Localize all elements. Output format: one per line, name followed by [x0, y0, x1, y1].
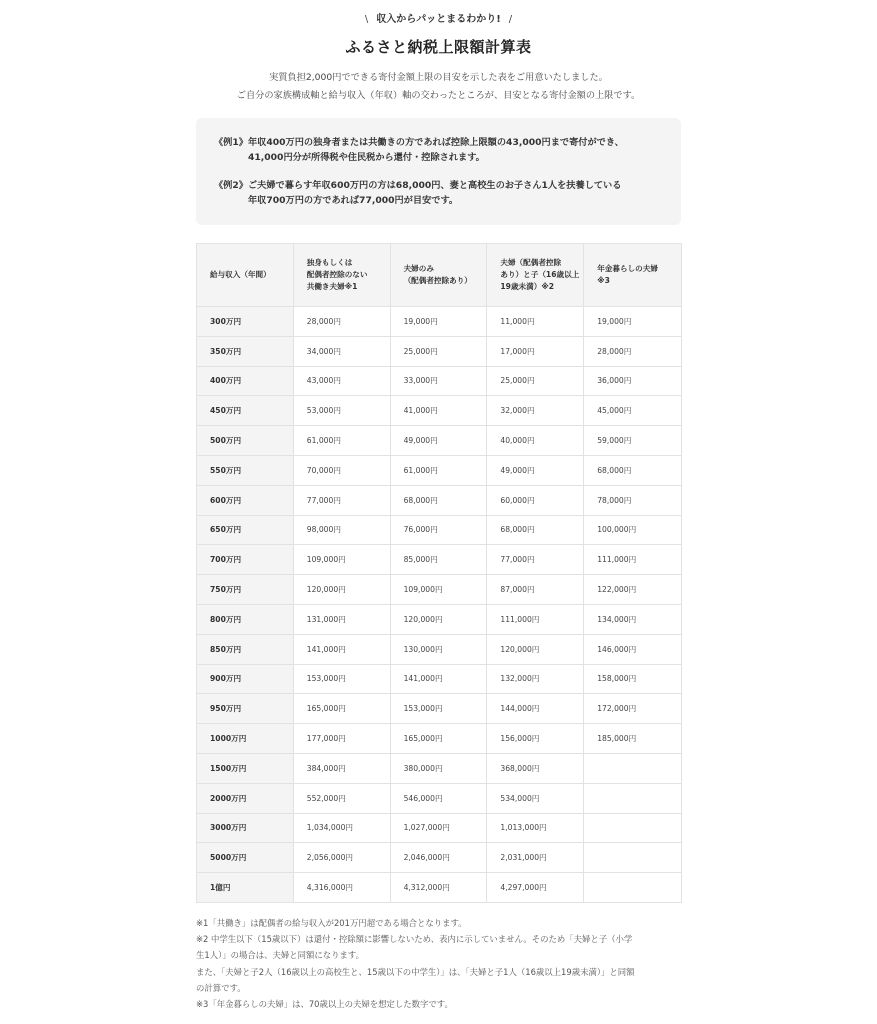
intro-line: 実質負担2,000円でできる寄付金額上限の目安を示した表をご用意いたしました。: [269, 72, 608, 83]
example-1: [214, 135, 681, 165]
limit-cell: 98,000円: [293, 515, 390, 545]
footnote-line: ※3「年金暮らしの夫婦」は、70歳以上の夫婦を想定した数字です。: [196, 999, 453, 1010]
income-cell: 500万円: [197, 426, 294, 456]
table-row: [197, 366, 682, 396]
footnote-line: ※2 中学生以下（15歳以下）は還付・控除額に影響しないため、表内に示していません。そのため「夫婦と子（小学: [196, 934, 633, 945]
intro-line: ご自分の家族構成軸と給与収入（年収）軸の交わったところが、目安となる寄付金額の上限です。: [236, 90, 641, 101]
column-header-line: 年金暮らしの夫婦: [597, 264, 658, 273]
limit-cell: 4,312,000円: [390, 873, 487, 903]
limit-cell: 185,000円: [584, 724, 682, 754]
limit-cell: [584, 783, 682, 813]
limit-cell: 19,000円: [390, 307, 487, 337]
column-header: [487, 244, 584, 307]
example-2: [214, 178, 681, 208]
income-cell: 900万円: [197, 664, 294, 694]
limit-cell: 158,000円: [584, 664, 682, 694]
limit-cell: [584, 753, 682, 783]
table-row: [197, 545, 682, 575]
limit-cell: 40,000円: [487, 426, 584, 456]
income-cell: 700万円: [197, 545, 294, 575]
limit-cell: 546,000円: [390, 783, 487, 813]
limit-cell: 131,000円: [293, 604, 390, 634]
income-cell: 1000万円: [197, 724, 294, 754]
page-title: ふるさと納税上限額計算表: [345, 38, 532, 56]
footnote-line: ※1「共働き」は配偶者の給与収入が201万円超である場合となります。: [196, 918, 467, 928]
income-cell: 950万円: [197, 694, 294, 724]
table-row: [197, 485, 682, 515]
limit-cell: 49,000円: [487, 455, 584, 485]
limit-cell: 552,000円: [293, 783, 390, 813]
limit-cell: 368,000円: [487, 753, 584, 783]
limit-cell: 28,000円: [293, 307, 390, 337]
limit-cell: 120,000円: [390, 604, 487, 634]
table-header: [197, 244, 682, 307]
examples-box: [196, 118, 681, 225]
column-header: [197, 244, 294, 307]
limit-cell: 109,000円: [390, 575, 487, 605]
limit-cell: 77,000円: [293, 485, 390, 515]
limit-cell: 68,000円: [390, 485, 487, 515]
column-header-line: 19歳未満）※2: [500, 282, 554, 291]
table-row: [197, 694, 682, 724]
column-header-line: あり）と子（16歳以上: [500, 270, 580, 279]
donation-limit-table: [196, 243, 682, 903]
limit-cell: 78,000円: [584, 485, 682, 515]
limit-cell: 2,046,000円: [390, 843, 487, 873]
example-line: 41,000円分が所得税や住民税から還付・控除されます。: [248, 152, 485, 163]
column-header: [390, 244, 487, 307]
limit-cell: 25,000円: [487, 366, 584, 396]
limit-cell: 17,000円: [487, 336, 584, 366]
limit-cell: 45,000円: [584, 396, 682, 426]
limit-cell: 177,000円: [293, 724, 390, 754]
limit-cell: 2,056,000円: [293, 843, 390, 873]
table-row: [197, 783, 682, 813]
limit-cell: 11,000円: [487, 307, 584, 337]
income-cell: 1億円: [197, 873, 294, 903]
limit-cell: 130,000円: [390, 634, 487, 664]
example-line: ご夫婦で暮らす年収600万円の方は68,000円、妻と高校生のお子さん1人を扶養している: [248, 180, 622, 191]
limit-cell: [584, 813, 682, 843]
footnote-line: 生1人）」の場合は、夫婦と同額になります。: [196, 950, 364, 961]
example-tag: 《例1》: [214, 137, 248, 148]
limit-cell: 2,031,000円: [487, 843, 584, 873]
table-row: [197, 724, 682, 754]
limit-cell: 141,000円: [390, 664, 487, 694]
table-row: [197, 843, 682, 873]
limit-cell: 122,000円: [584, 575, 682, 605]
limit-cell: 61,000円: [293, 426, 390, 456]
limit-cell: 132,000円: [487, 664, 584, 694]
income-cell: 750万円: [197, 575, 294, 605]
limit-cell: 1,027,000円: [390, 813, 487, 843]
example-line: 年収700万円の方であれば77,000円が目安です。: [248, 195, 459, 206]
limit-cell: 61,000円: [390, 455, 487, 485]
limit-cell: 165,000円: [390, 724, 487, 754]
table-row: [197, 336, 682, 366]
eyebrow-caption: [0, 10, 877, 25]
intro-text: [0, 69, 877, 105]
limit-cell: 1,034,000円: [293, 813, 390, 843]
limit-cell: 68,000円: [584, 455, 682, 485]
limit-cell: 77,000円: [487, 545, 584, 575]
income-cell: 650万円: [197, 515, 294, 545]
footnotes: [196, 915, 686, 1012]
limit-cell: 33,000円: [390, 366, 487, 396]
column-header-line: 共働き夫婦※1: [306, 282, 358, 291]
column-header-line: 夫婦のみ: [403, 264, 434, 273]
table-body: [197, 307, 682, 903]
limit-cell: 146,000円: [584, 634, 682, 664]
income-cell: 850万円: [197, 634, 294, 664]
limit-cell: 384,000円: [293, 753, 390, 783]
table-row: [197, 515, 682, 545]
limit-cell: 134,000円: [584, 604, 682, 634]
income-cell: 400万円: [197, 366, 294, 396]
slash-left-decoration: \: [364, 14, 369, 25]
table-row: [197, 813, 682, 843]
limit-cell: 76,000円: [390, 515, 487, 545]
limit-cell: 4,316,000円: [293, 873, 390, 903]
limit-cell: 32,000円: [487, 396, 584, 426]
limit-cell: 120,000円: [487, 634, 584, 664]
limit-cell: [584, 843, 682, 873]
limit-cell: 141,000円: [293, 634, 390, 664]
income-cell: 300万円: [197, 307, 294, 337]
income-cell: 5000万円: [197, 843, 294, 873]
limit-cell: 4,297,000円: [487, 873, 584, 903]
column-header: [293, 244, 390, 307]
limit-cell: 153,000円: [293, 664, 390, 694]
table-row: [197, 873, 682, 903]
example-line: 年収400万円の独身者または共働きの方であれば控除上限額の43,000円まで寄付ができ、: [248, 137, 624, 148]
table-row: [197, 575, 682, 605]
limit-cell: 380,000円: [390, 753, 487, 783]
limit-cell: 85,000円: [390, 545, 487, 575]
limit-cell: 43,000円: [293, 366, 390, 396]
limit-cell: 70,000円: [293, 455, 390, 485]
limit-cell: 49,000円: [390, 426, 487, 456]
table-row: [197, 664, 682, 694]
income-cell: 550万円: [197, 455, 294, 485]
limit-cell: 60,000円: [487, 485, 584, 515]
income-cell: 1500万円: [197, 753, 294, 783]
limit-cell: 172,000円: [584, 694, 682, 724]
income-cell: 2000万円: [197, 783, 294, 813]
table-row: [197, 634, 682, 664]
example-tag: 《例2》: [214, 180, 248, 191]
limit-cell: 534,000円: [487, 783, 584, 813]
column-header-line: 給与収入（年間）: [210, 270, 271, 279]
income-cell: 800万円: [197, 604, 294, 634]
limit-cell: 153,000円: [390, 694, 487, 724]
footnote-line: の計算です。: [196, 982, 246, 993]
limit-cell: 165,000円: [293, 694, 390, 724]
column-header-line: 配偶者控除のない: [306, 270, 368, 279]
income-cell: 350万円: [197, 336, 294, 366]
limit-cell: 1,013,000円: [487, 813, 584, 843]
footnote-line: また、「夫婦と子2人（16歳以上の高校生と、15歳以下の中学生）」は、「夫婦と子1人（16歳以上19歳未満）」と同額: [196, 966, 635, 977]
income-cell: 3000万円: [197, 813, 294, 843]
table-row: [197, 753, 682, 783]
limit-cell: 41,000円: [390, 396, 487, 426]
limit-cell: 28,000円: [584, 336, 682, 366]
table-row: [197, 455, 682, 485]
table-row: [197, 604, 682, 634]
income-cell: 600万円: [197, 485, 294, 515]
limit-cell: 109,000円: [293, 545, 390, 575]
limit-cell: 144,000円: [487, 694, 584, 724]
eyebrow-text: 収入からパッとまるわかり!: [376, 14, 501, 25]
limit-cell: 36,000円: [584, 366, 682, 396]
table-row: [197, 307, 682, 337]
limit-cell: 34,000円: [293, 336, 390, 366]
column-header: [584, 244, 682, 307]
column-header-line: 独身もしくは: [306, 258, 353, 267]
limit-cell: 111,000円: [487, 604, 584, 634]
limit-cell: [584, 873, 682, 903]
table-row: [197, 396, 682, 426]
table-row: [197, 426, 682, 456]
column-header-line: （配偶者控除あり）: [403, 276, 472, 285]
limit-cell: 156,000円: [487, 724, 584, 754]
column-header-line: ※3: [597, 276, 610, 285]
limit-cell: 25,000円: [390, 336, 487, 366]
table-header-row: [197, 244, 682, 307]
limit-cell: 59,000円: [584, 426, 682, 456]
limit-cell: 87,000円: [487, 575, 584, 605]
limit-cell: 19,000円: [584, 307, 682, 337]
limit-cell: 120,000円: [293, 575, 390, 605]
column-header-line: 夫婦（配偶者控除: [500, 258, 562, 267]
limit-cell: 111,000円: [584, 545, 682, 575]
slash-right-decoration: /: [508, 14, 513, 25]
income-cell: 450万円: [197, 396, 294, 426]
limit-cell: 68,000円: [487, 515, 584, 545]
limit-cell: 53,000円: [293, 396, 390, 426]
limit-cell: 100,000円: [584, 515, 682, 545]
